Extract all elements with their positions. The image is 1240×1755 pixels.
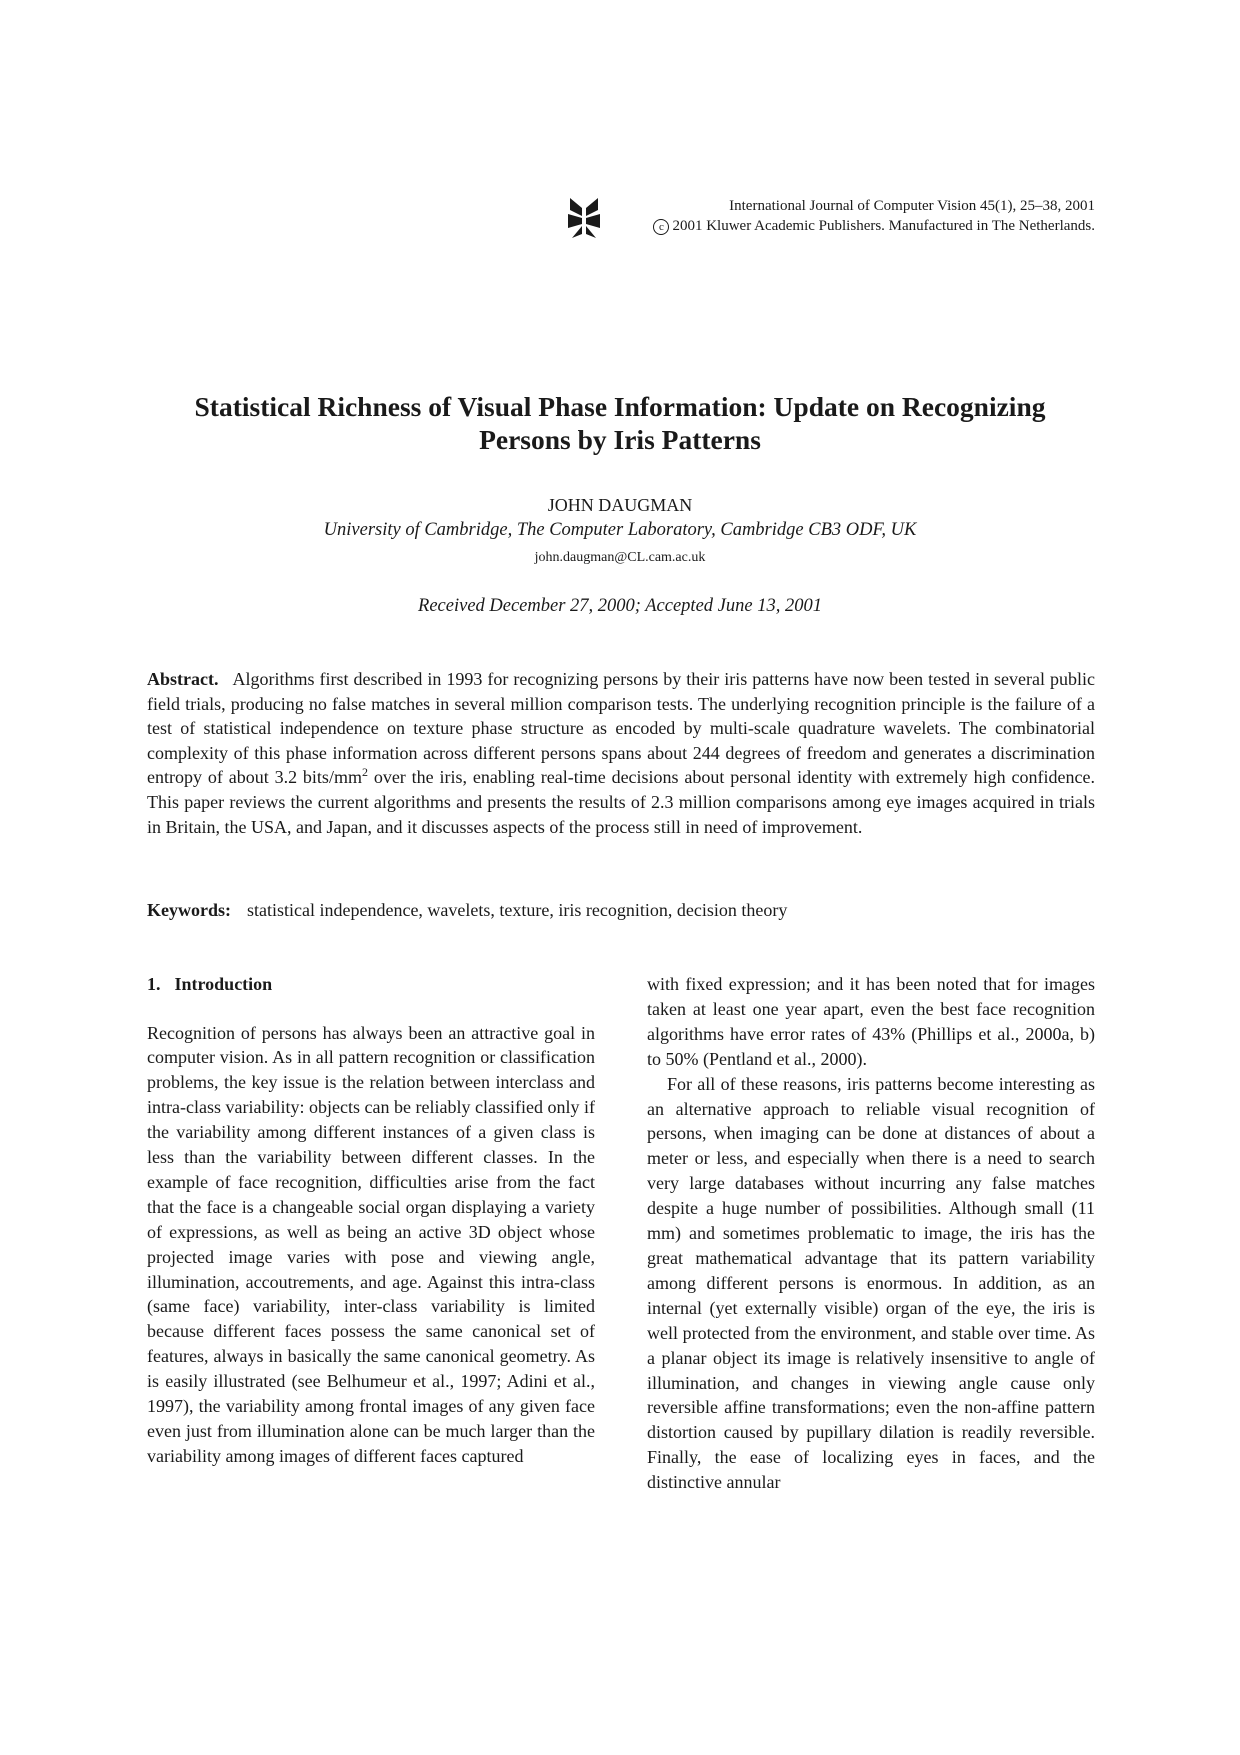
- intro-paragraph-2: For all of these reasons, iris patterns become interesting as an alternative approach to reliable visual recognition of persons, when imaging can be done at distances of about a meter or less, and especially when there is a need to search very large databases without incurring any false matches despite a huge number of possibilities. Although small (11 mm) and sometimes problematic to image, the iris has the great mathematical advantage that its pattern variability among different persons is enormous. In addition, as an internal (yet externally visible) organ of the eye, the iris is well protected from the environment, and stable over time. As a planar object its image is relatively insensitive to angle of illumination, and changes in viewing angle cause only reversible affine transformations; even the non-affine pattern distortion caused by pupillary dilation is readily reversible. Finally, the ease of localizing eyes in faces, and the distinctive annular: [647, 1073, 1095, 1493]
- journal-citation: International Journal of Computer Vision 45(1), 25–38, 2001: [729, 198, 1095, 214]
- title-line-1: Statistical Richness of Visual Phase Information: Update on Recognizing: [194, 391, 1046, 422]
- right-column: [647, 972, 1095, 1495]
- section-title: Introduction: [174, 974, 273, 994]
- abstract-superscript: 2: [361, 765, 368, 780]
- abstract-label: Abstract.: [147, 669, 219, 689]
- received-dates: Received December 27, 2000; Accepted June 13, 2001: [418, 596, 822, 616]
- section-number: 1.: [147, 974, 161, 994]
- copyright-symbol: c: [653, 219, 669, 235]
- abstract-text-2: over the iris, enabling real-time decisions about personal identity with extremely high confidence. This paper reviews the current algorithms and presents the results of 2.3 million comparisons among eye images acquired in trials in Britain, the USA, and Japan, and it discusses aspects of the process still in need of improvement.: [147, 767, 1095, 837]
- copyright-line: [653, 216, 1095, 236]
- journal-header: [560, 196, 1095, 246]
- kluwer-logo-icon: [566, 196, 602, 240]
- intro-paragraph-1-continued: with fixed expression; and it has been noted that for images taken at least one year apart, even the best face recognition algorithms have error rates of 43% (Phillips et al., 2000a, b) to 50% (Pentland et al., 2000).: [647, 974, 1095, 1069]
- abstract: [147, 667, 1095, 839]
- title-line-2: Persons by Iris Patterns: [479, 424, 761, 455]
- left-column: [147, 972, 595, 1469]
- keywords: [147, 898, 1095, 922]
- author-affiliation: University of Cambridge, The Computer Laboratory, Cambridge CB3 ODF, UK: [323, 520, 917, 540]
- keywords-text: statistical independence, wavelets, texture, iris recognition, decision theory: [247, 900, 788, 920]
- intro-paragraph-1: Recognition of persons has always been an attractive goal in computer vision. As in all pattern recognition or classification problems, the key issue is the relation between interclass and intra-class variability: objects can be reliably classified only if the variability among different instances of a given class is less than the variability between different classes. In the example of face recognition, difficulties arise from the fact that the face is a changeable social organ displaying a variety of expressions, as well as being an active 3D object whose projected image varies with pose and viewing angle, illumination, accoutrements, and age. Against this intra-class (same face) variability, inter-class variability is limited because different faces possess the same canonical set of features, always in basically the same canonical geometry. As is easily illustrated (see Belhumeur et al., 1997; Adini et al., 1997), the variability among frontal images of any given face even just from illumination alone can be much larger than the variability among images of different faces captured: [147, 1022, 595, 1466]
- paper-title: [140, 390, 1100, 456]
- copyright-text: 2001 Kluwer Academic Publishers. Manufactured in The Netherlands.: [672, 218, 1095, 234]
- abstract-text-1: Algorithms first described in 1993 for recognizing persons by their iris patterns have now been tested in several public field trials, producing no false matches in several million comparison tests. The underlying recognition principle is the failure of a test of statistical independence on texture phase structure as encoded by multi-scale quadrature wavelets. The combinatorial complexity of this phase information across different persons spans about 244 degrees of freedom and generates a discrimination entropy of about 3.2 bits/mm: [147, 669, 1095, 788]
- author-email: john.daugman@CL.cam.ac.uk: [534, 550, 706, 565]
- keywords-label: Keywords:: [147, 900, 231, 920]
- author-name: JOHN DAUGMAN: [547, 495, 693, 515]
- section-heading: [147, 972, 595, 996]
